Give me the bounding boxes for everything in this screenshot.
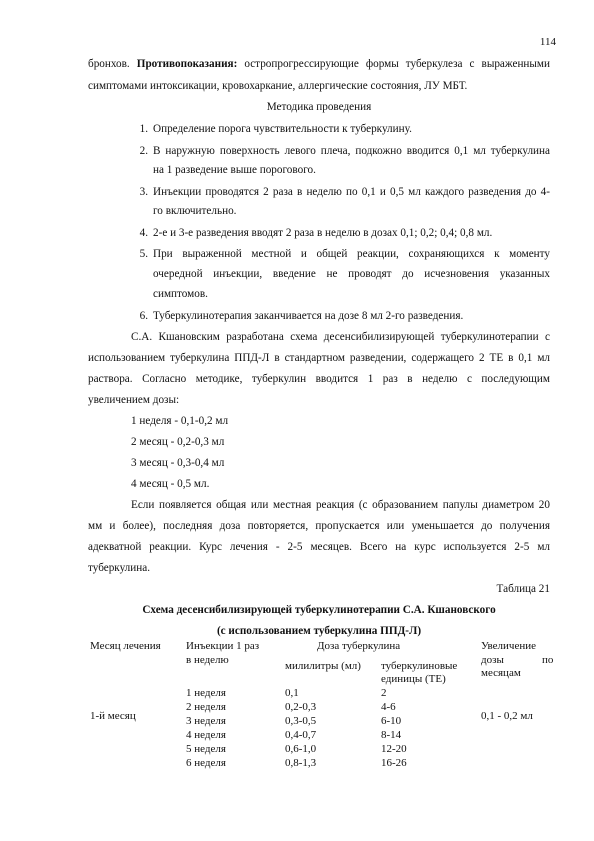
table-row-ml: 0,3-0,5: [285, 715, 317, 727]
contraindications-label: Противопоказания:: [136, 58, 238, 70]
header-increase-2a: дозы: [481, 654, 504, 666]
header-te-2: единицы (ТЕ): [381, 673, 446, 685]
step-number: 2.: [139, 145, 148, 157]
paragraph-line: Если появляется общая или местная реакция (с образованием папулы диаметром 20: [131, 499, 550, 511]
dose-line: 2 месяц - 0,2-0,3 мл: [131, 436, 225, 448]
table-row-te: 16-26: [381, 757, 407, 769]
table-row-ml: 0,2-0,3: [285, 701, 317, 713]
header-increase-2b: по: [542, 654, 554, 666]
step-line: 2-е и 3-е разведения вводят 2 раза в неделю в дозах 0,1; 0,2; 0,4; 0,8 мл.: [153, 227, 493, 239]
step-number: 4.: [139, 227, 148, 239]
table-row-week: 1 неделя: [186, 687, 226, 699]
header-ml: милилитры (мл): [285, 660, 361, 672]
step-line: го включительно.: [153, 205, 237, 217]
step-line: При выраженной местной и общей реакции, сохраняющихся к моменту: [153, 248, 550, 260]
header-increase-3: месяцам: [481, 667, 521, 679]
table-row-te: 4-6: [381, 701, 396, 713]
table-row-week: 2 неделя: [186, 701, 226, 713]
table-label: Таблица 21: [496, 583, 550, 595]
dose-line: 4 месяц - 0,5 мл.: [131, 478, 210, 490]
table-row-te: 8-14: [381, 729, 402, 741]
paragraph-line: использованием туберкулина ППД-Л в стандартном разведении, содержащего 2 ТЕ в 0,1 мл: [88, 352, 550, 364]
intro-line-1: [88, 58, 550, 70]
step-line: Определение порога чувствительности к туберкулину.: [153, 123, 412, 135]
paragraph-line: увеличением дозы:: [88, 394, 180, 406]
intro-pre: бронхов.: [88, 58, 130, 70]
table-row-ml: 0,1: [285, 687, 299, 699]
table-title: Схема десенсибилизирующей туберкулинотерапии С.А. Кшановского: [142, 604, 496, 616]
step-line: очередной инъекции, введение не проводят до исчезновения указанных: [153, 268, 550, 280]
step-line: В наружную поверхность левого плеча, подкожно вводится 0,1 мл туберкулина: [153, 145, 550, 157]
paragraph-line: раствора. Согласно методике, туберкулин вводится 1 раз в неделю с последующим: [88, 373, 550, 385]
header-injections: Инъекции 1 раз: [186, 640, 260, 652]
dose-line: 3 месяц - 0,3-0,4 мл: [131, 457, 225, 469]
method-heading: Методика проведения: [266, 101, 372, 113]
table-row-te: 2: [381, 687, 387, 699]
paragraph-line: адекватной реакции. Курс лечения - 2-5 месяцев. Всего на курс используется 2-5 мл: [88, 541, 550, 553]
header-increase: Увеличение: [481, 640, 537, 652]
paragraph-line: мм и более), последняя доза повторяется, пропускается или уменьшается до получения: [88, 520, 550, 532]
table-subtitle: (с использованием туберкулина ППД-Л): [216, 625, 422, 637]
increase-cell: 0,1 - 0,2 мл: [481, 710, 533, 722]
step-line: Инъекции проводятся 2 раза в неделю по 0,1 и 0,5 мл каждого разведения до 4-: [153, 186, 550, 198]
step-number: 1.: [139, 123, 148, 135]
paragraph-line: С.А. Кшановским разработана схема десенсибилизирующей туберкулинотерапии с: [131, 331, 550, 343]
header-dose: Доза туберкулина: [317, 640, 401, 652]
step-number: 6.: [139, 310, 148, 322]
intro-line-2: симптомами интоксикации, кровохаркание, аллергические состояния, ЛУ МБТ.: [88, 80, 468, 92]
intro-post: остропрогрессирующие формы туберкулеза с выраженными: [244, 58, 550, 70]
table-row-week: 5 неделя: [186, 743, 226, 755]
step-number: 3.: [139, 186, 148, 198]
table-row-ml: 0,6-1,0: [285, 743, 317, 755]
table-row-te: 6-10: [381, 715, 402, 727]
header-injections-2: в неделю: [186, 654, 229, 666]
table-row-week: 6 неделя: [186, 757, 226, 769]
table-row-ml: 0,4-0,7: [285, 729, 317, 741]
step-line: симптомов.: [153, 288, 208, 300]
table-row-ml: 0,8-1,3: [285, 757, 317, 769]
table-row-week: 3 неделя: [186, 715, 226, 727]
table-row-te: 12-20: [381, 743, 407, 755]
page-number: 114: [539, 36, 556, 48]
dose-line: 1 неделя - 0,1-0,2 мл: [131, 415, 229, 427]
header-te: туберкулиновые: [381, 660, 458, 672]
step-line: на 1 разведение выше порогового.: [153, 164, 316, 176]
step-line: Туберкулинотерапия заканчивается на дозе 8 мл 2-го разведения.: [153, 310, 464, 322]
table-row-week: 4 неделя: [186, 729, 226, 741]
step-number: 5.: [139, 248, 148, 260]
month-cell: 1-й месяц: [90, 710, 136, 722]
paragraph-line: туберкулина.: [88, 562, 150, 574]
header-month: Месяц лечения: [90, 640, 161, 652]
